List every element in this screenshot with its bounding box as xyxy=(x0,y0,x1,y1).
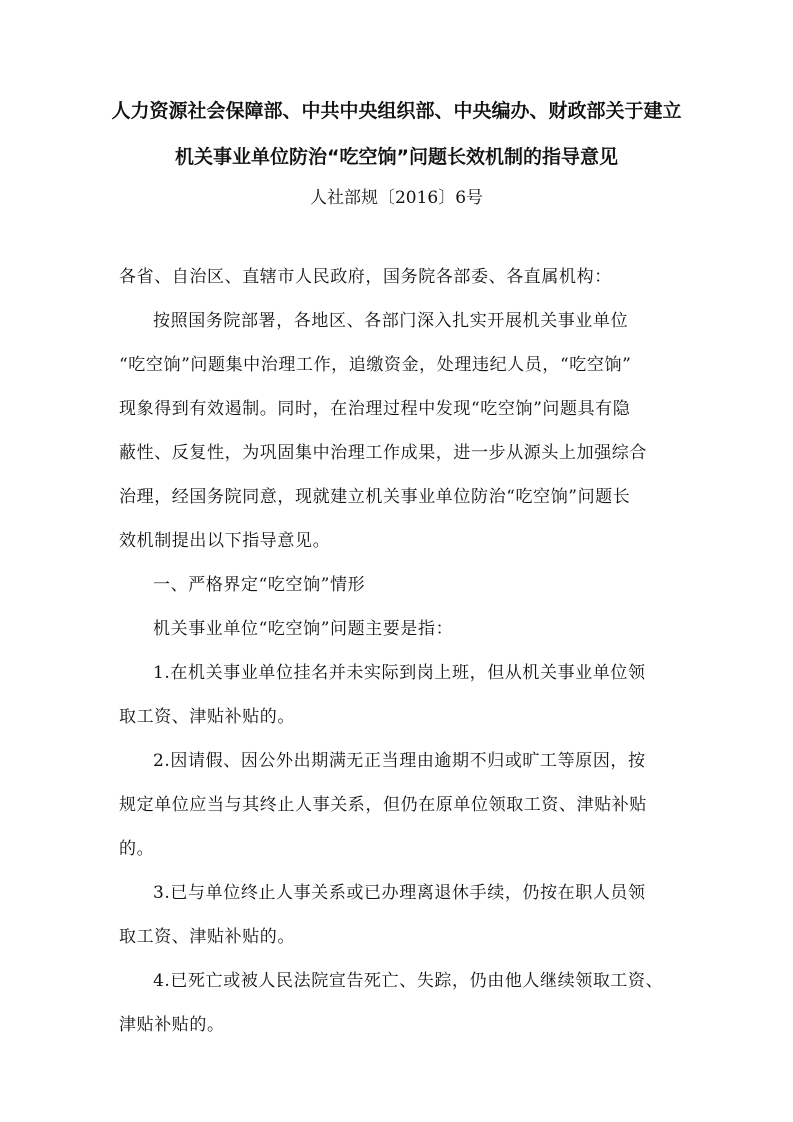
list-item-line: 取工资、津贴补贴的。 xyxy=(119,707,295,727)
document-title-line-1: 人力资源社会保障部、中共中央组织部、中央编办、财政部关于建立 xyxy=(111,100,682,122)
document-number: 人社部规〔2016〕6号 xyxy=(309,188,484,208)
list-item-line: 1.在机关事业单位挂名并未实际到岗上班，但从机关事业单位领 xyxy=(153,663,646,683)
list-item-line: 4.已死亡或被人民法院宣告死亡、失踪，仍由他人继续领取工资、 xyxy=(153,971,664,991)
list-item-line: 3.已与单位终止人事关系或已办理离退休手续，仍按在职人员领 xyxy=(153,883,646,903)
list-item-line: 2.因请假、因公外出期满无正当理由逾期不归或旷工等原因，按 xyxy=(153,751,646,771)
list-item-line: 规定单位应当与其终止人事关系，但仍在原单位领取工资、津贴补贴 xyxy=(119,795,647,815)
body-line: 按照国务院部署，各地区、各部门深入扎实开展机关事业单位 xyxy=(153,311,629,331)
salutation: 各省、自治区、直辖市人民政府，国务院各部委、各直属机构： xyxy=(119,267,612,287)
body-line: 治理，经国务院同意，现就建立机关事业单位防治“吃空饷”问题长 xyxy=(119,487,631,507)
section-heading: 一、严格界定“吃空饷”情形 xyxy=(153,575,366,595)
list-item-line: 津贴补贴的。 xyxy=(119,1015,225,1035)
body-line: 机关事业单位“吃空饷”问题主要是指： xyxy=(153,619,454,639)
document-title-line-2: 机关事业单位防治“吃空饷”问题长效机制的指导意见 xyxy=(175,146,618,168)
body-line: 效机制提出以下指导意见。 xyxy=(119,531,331,551)
list-item-line: 的。 xyxy=(119,839,155,859)
body-line: “吃空饷”问题集中治理工作，追缴资金，处理违纪人员，“吃空饷” xyxy=(119,355,632,375)
body-line: 现象得到有效遏制。同时，在治理过程中发现“吃空饷”问题具有隐 xyxy=(119,399,631,419)
list-item-line: 取工资、津贴补贴的。 xyxy=(119,927,295,947)
body-line: 蔽性、反复性，为巩固集中治理工作成果，进一步从源头上加强综合 xyxy=(119,443,647,463)
